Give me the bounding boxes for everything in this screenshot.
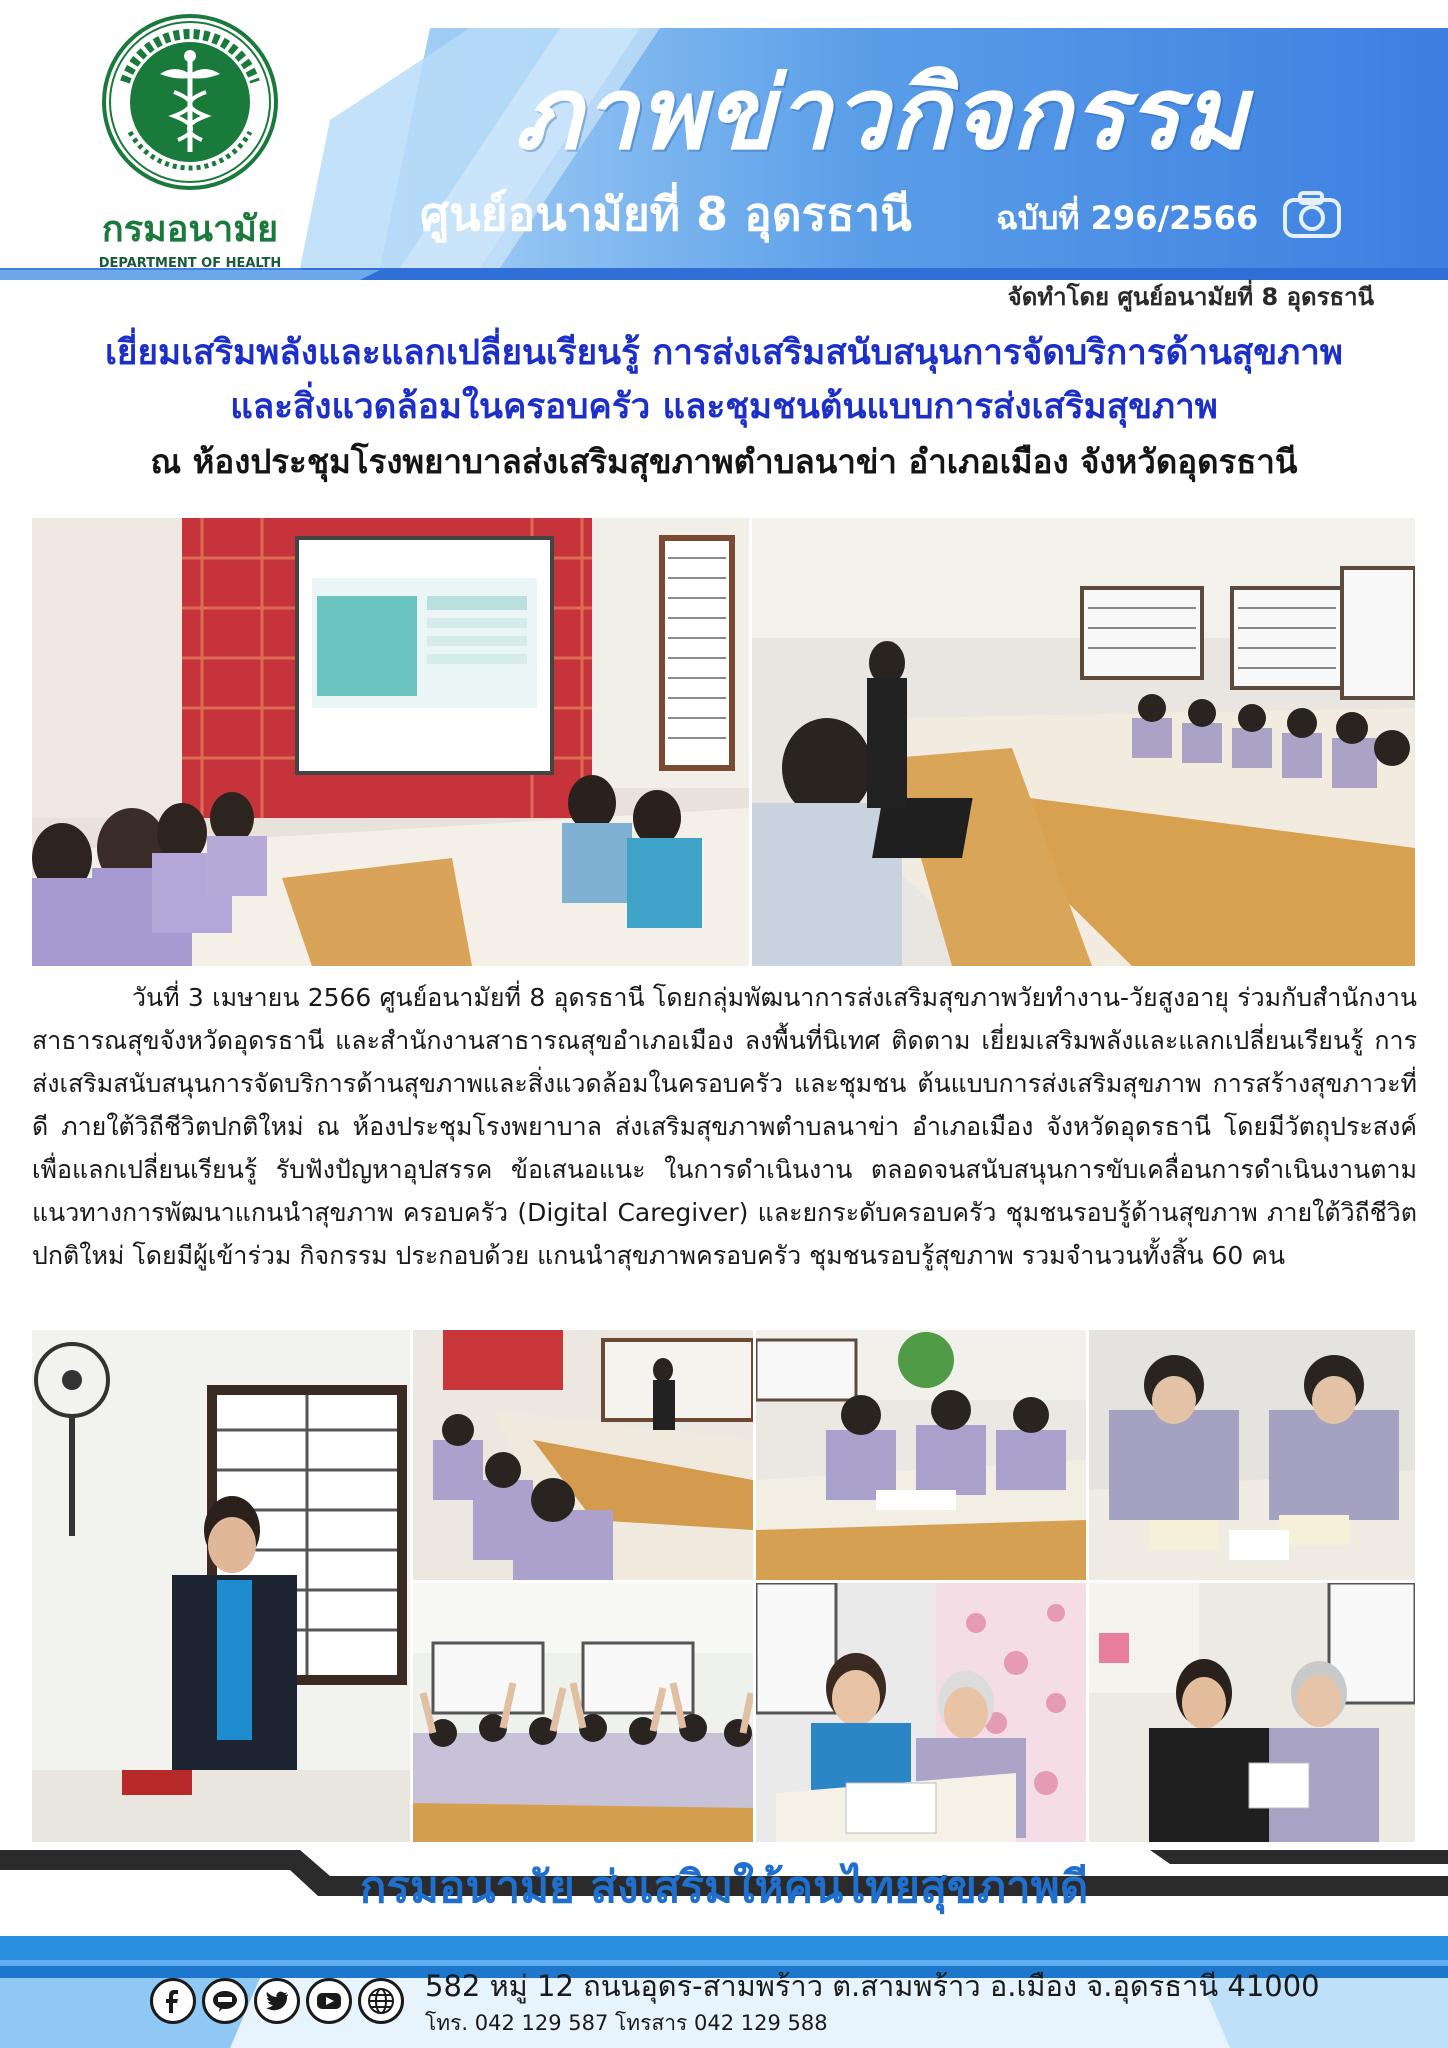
header-title: ภาพข่าวกิจกรรม [515, 54, 1249, 172]
issue-number: ฉบับที่ 296/2566 [996, 199, 1259, 237]
footer-phone: โทร. 042 129 587 โทรสาร 042 129 588 [425, 2011, 828, 2035]
camera-icon [1282, 190, 1342, 240]
headline-location: ณ ห้องประชุมโรงพยาบาลส่งเสริมสุขภาพตำบลนาข่า อำเภอเมือง จังหวัดอุดรธานี [150, 442, 1298, 481]
participants-at-tables-photo [413, 1330, 753, 1580]
headline [0, 326, 1448, 490]
article-paragraph: วันที่ 3 เมษายน 2566 ศูนย์อนามัยที่ 8 อุดรธานี โดยกลุ่มพัฒนาการส่งเสริมสุขภาพวัยทำงาน-วัยสูงอายุ ร่วมกับสำนักงานสาธารณสุขจังหวัดอุดรธานี และสำนักงานสาธารณสุขอำเภอเมือง ลงพื้นที่นิเทศ ติดตาม เยี่ยมเสริมพลังและแลกเปลี่ยนเรียนรู้ การส่งเสริมสนับสนุนการจัดบริการด้านสุขภาพและสิ่งแวดล้อมในครอบครัว และชุมชน ต้นแบบการส่งเสริมสุขภาพ การสร้างสุขภาวะที่ดี ภายใต้วิถีชีวิตปกติใหม่ ณ ห้องประชุมโรงพยาบาล ส่งเสริมสุขภาพตำบลนาข่า อำเภอเมือง จังหวัดอุดรธานี โดยมีวัตถุประสงค์เพื่อแลกเปลี่ยนเรียนรู้ รับฟังปัญหาอุปสรรค ข้อเสนอแนะ ในการดำเนินงาน ตลอดจนสนับสนุนการขับเคลื่อนการดำเนินงานตามแนวทางการพัฒนาแกนนำสุขภาพ ครอบครัว (Digital Caregiver) และยกระดับครอบครัว ชุมชนรอบรู้ด้านสุขภาพ ภายใต้วิถีชีวิตปกติใหม่ โดยมีผู้เข้าร่วม กิจกรรม ประกอบด้วย แกนนำสุขภาพครอบครัว ชุมชนรอบรู้สุขภาพ รวมจำนวนทั้งสิ้น 60 คน [32, 983, 1417, 1270]
women-reading-forms-photo [1089, 1330, 1415, 1580]
website-globe-icon[interactable] [358, 1978, 404, 2024]
line-icon[interactable] [202, 1978, 248, 2024]
ministry-emblem-icon [100, 12, 280, 192]
header [0, 0, 1448, 310]
headline-line-2: และสิ่งแวดล้อมในครอบครัว และชุมชนต้นแบบการส่งเสริมสุขภาพ [230, 387, 1218, 427]
facebook-icon[interactable] [150, 1978, 196, 2024]
department-logo [95, 12, 285, 271]
discussion-with-participant-photo [1089, 1583, 1415, 1842]
center-name: ศูนย์อนามัยที่ 8 อุดรธานี [420, 187, 912, 241]
byline: จัดทำโดย ศูนย์อนามัยที่ 8 อุดรธานี [1007, 283, 1374, 311]
department-name-english: DEPARTMENT OF HEALTH [98, 256, 282, 271]
group-raising-hands-photo [413, 1583, 753, 1842]
twitter-icon[interactable] [254, 1978, 300, 2024]
headline-line-1: เยี่ยมเสริมพลังและแลกเปลี่ยนเรียนรู้ การส่งเสริมสนับสนุนการจัดบริการด้านสุขภาพ [104, 333, 1344, 373]
meeting-room-tables-photo [752, 518, 1415, 966]
helping-elderly-fill-form-photo [756, 1583, 1086, 1842]
speaker-with-microphone-photo [32, 1330, 410, 1842]
footer-slogan: กรมอนามัย ส่งเสริมให้คนไทยสุขภาพดี [359, 1862, 1089, 1913]
women-writing-photo [756, 1330, 1086, 1580]
article-body [32, 976, 1417, 1277]
youtube-icon[interactable] [306, 1978, 352, 2024]
meeting-room-presentation-photo [32, 518, 749, 966]
social-links [150, 1978, 404, 2024]
department-name-thai: กรมอนามัย [101, 209, 279, 250]
footer-address: 582 หมู่ 12 ถนนอุดร-สามพร้าว ต.สามพร้าว อ.เมือง จ.อุดรธานี 41000 [425, 1969, 1320, 2003]
